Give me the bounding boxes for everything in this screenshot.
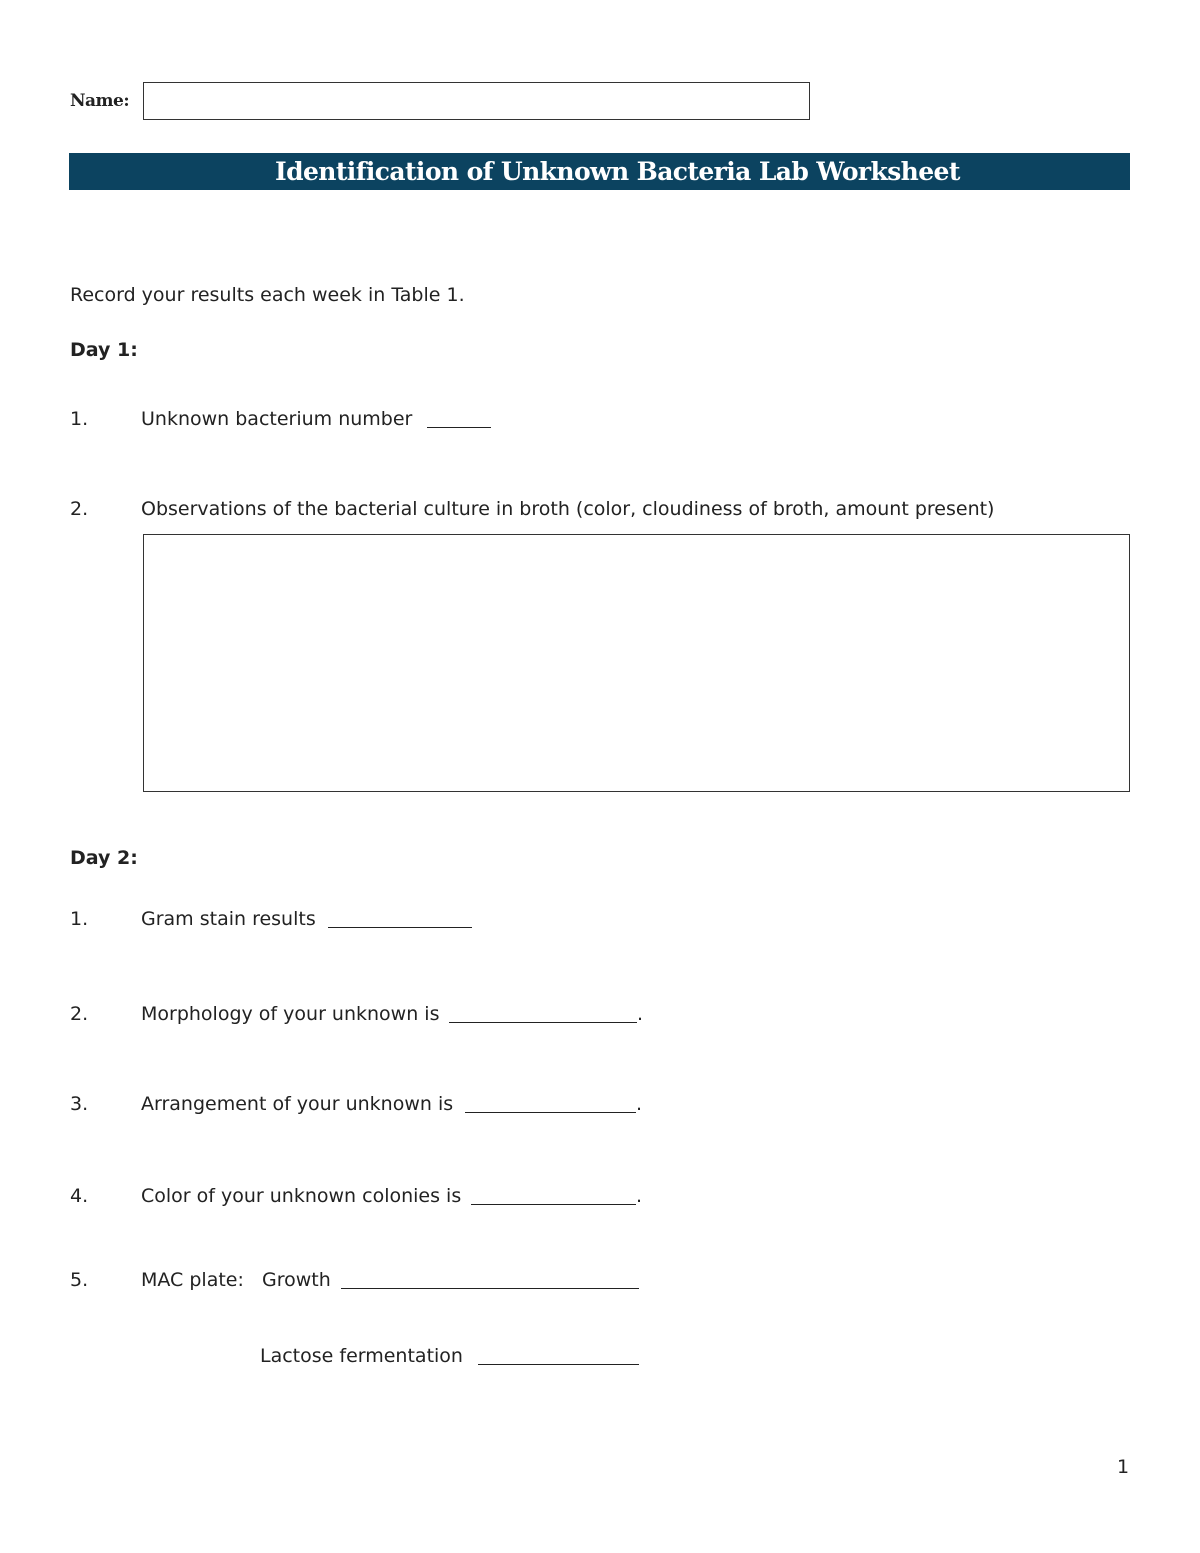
item-label: Observations of the bacterial culture in broth (color, cloudiness of broth, amount present) [141,498,995,520]
name-input[interactable] [143,82,810,120]
item-label: Color of your unknown colonies is [141,1185,462,1207]
page-title: Identification of Unknown Bacteria Lab Worksheet [275,157,960,186]
gram-stain-blank[interactable] [328,927,472,928]
item-number: 4. [70,1185,89,1207]
observations-box[interactable] [143,534,1130,792]
item-suffix: . [637,1003,644,1025]
item-number: 5. [70,1269,89,1291]
bacterium-number-blank[interactable] [427,427,491,428]
lactose-label: Lactose fermentation [260,1345,463,1367]
colony-color-blank[interactable] [471,1204,636,1205]
morphology-blank[interactable] [449,1022,637,1023]
item-label: Arrangement of your unknown is [141,1093,454,1115]
lactose-fermentation-blank[interactable] [478,1364,639,1365]
page-number: 1 [1117,1456,1130,1478]
item-suffix: . [636,1093,643,1115]
item-number: 2. [70,498,89,520]
arrangement-blank[interactable] [465,1112,636,1113]
intro-text: Record your results each week in Table 1. [70,284,465,306]
mac-growth-blank[interactable] [341,1288,639,1289]
item-number: 1. [70,908,89,930]
item-label: Morphology of your unknown is [141,1003,440,1025]
name-label: Name: [70,91,130,111]
item-number: 1. [70,408,89,430]
item-suffix: . [636,1185,643,1207]
item-label: MAC plate: Growth [141,1269,331,1291]
item-number: 3. [70,1093,89,1115]
item-label: Unknown bacterium number [141,408,413,430]
title-banner [69,153,1130,190]
day2-heading: Day 2: [70,847,138,869]
day1-heading: Day 1: [70,339,138,361]
item-number: 2. [70,1003,89,1025]
item-label: Gram stain results [141,908,316,930]
